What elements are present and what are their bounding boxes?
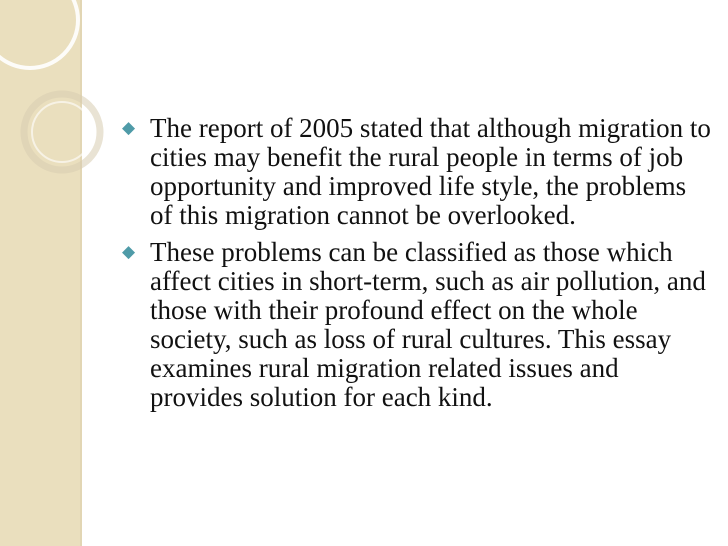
bullet-list [122,114,712,412]
bullet-text: These problems can be classified as those which affect cities in short-term, such as air pollution, and those with their profound effect on the whole society, such as loss of rural cultures. This essay examines rural migration related issues and provides solution for each kind. [150,237,706,412]
bullet-item [122,114,712,230]
slide-content [122,114,712,420]
bullet-item [122,238,712,412]
decorative-rings-icon [0,0,140,220]
diamond-bullet-icon: ◆ [122,118,136,137]
diamond-bullet-icon: ◆ [122,242,136,261]
bullet-text: The report of 2005 stated that although migration to cities may benefit the rural people in terms of job opportunity and improved life style, the problems of this migration cannot be overlooked. [150,113,711,230]
